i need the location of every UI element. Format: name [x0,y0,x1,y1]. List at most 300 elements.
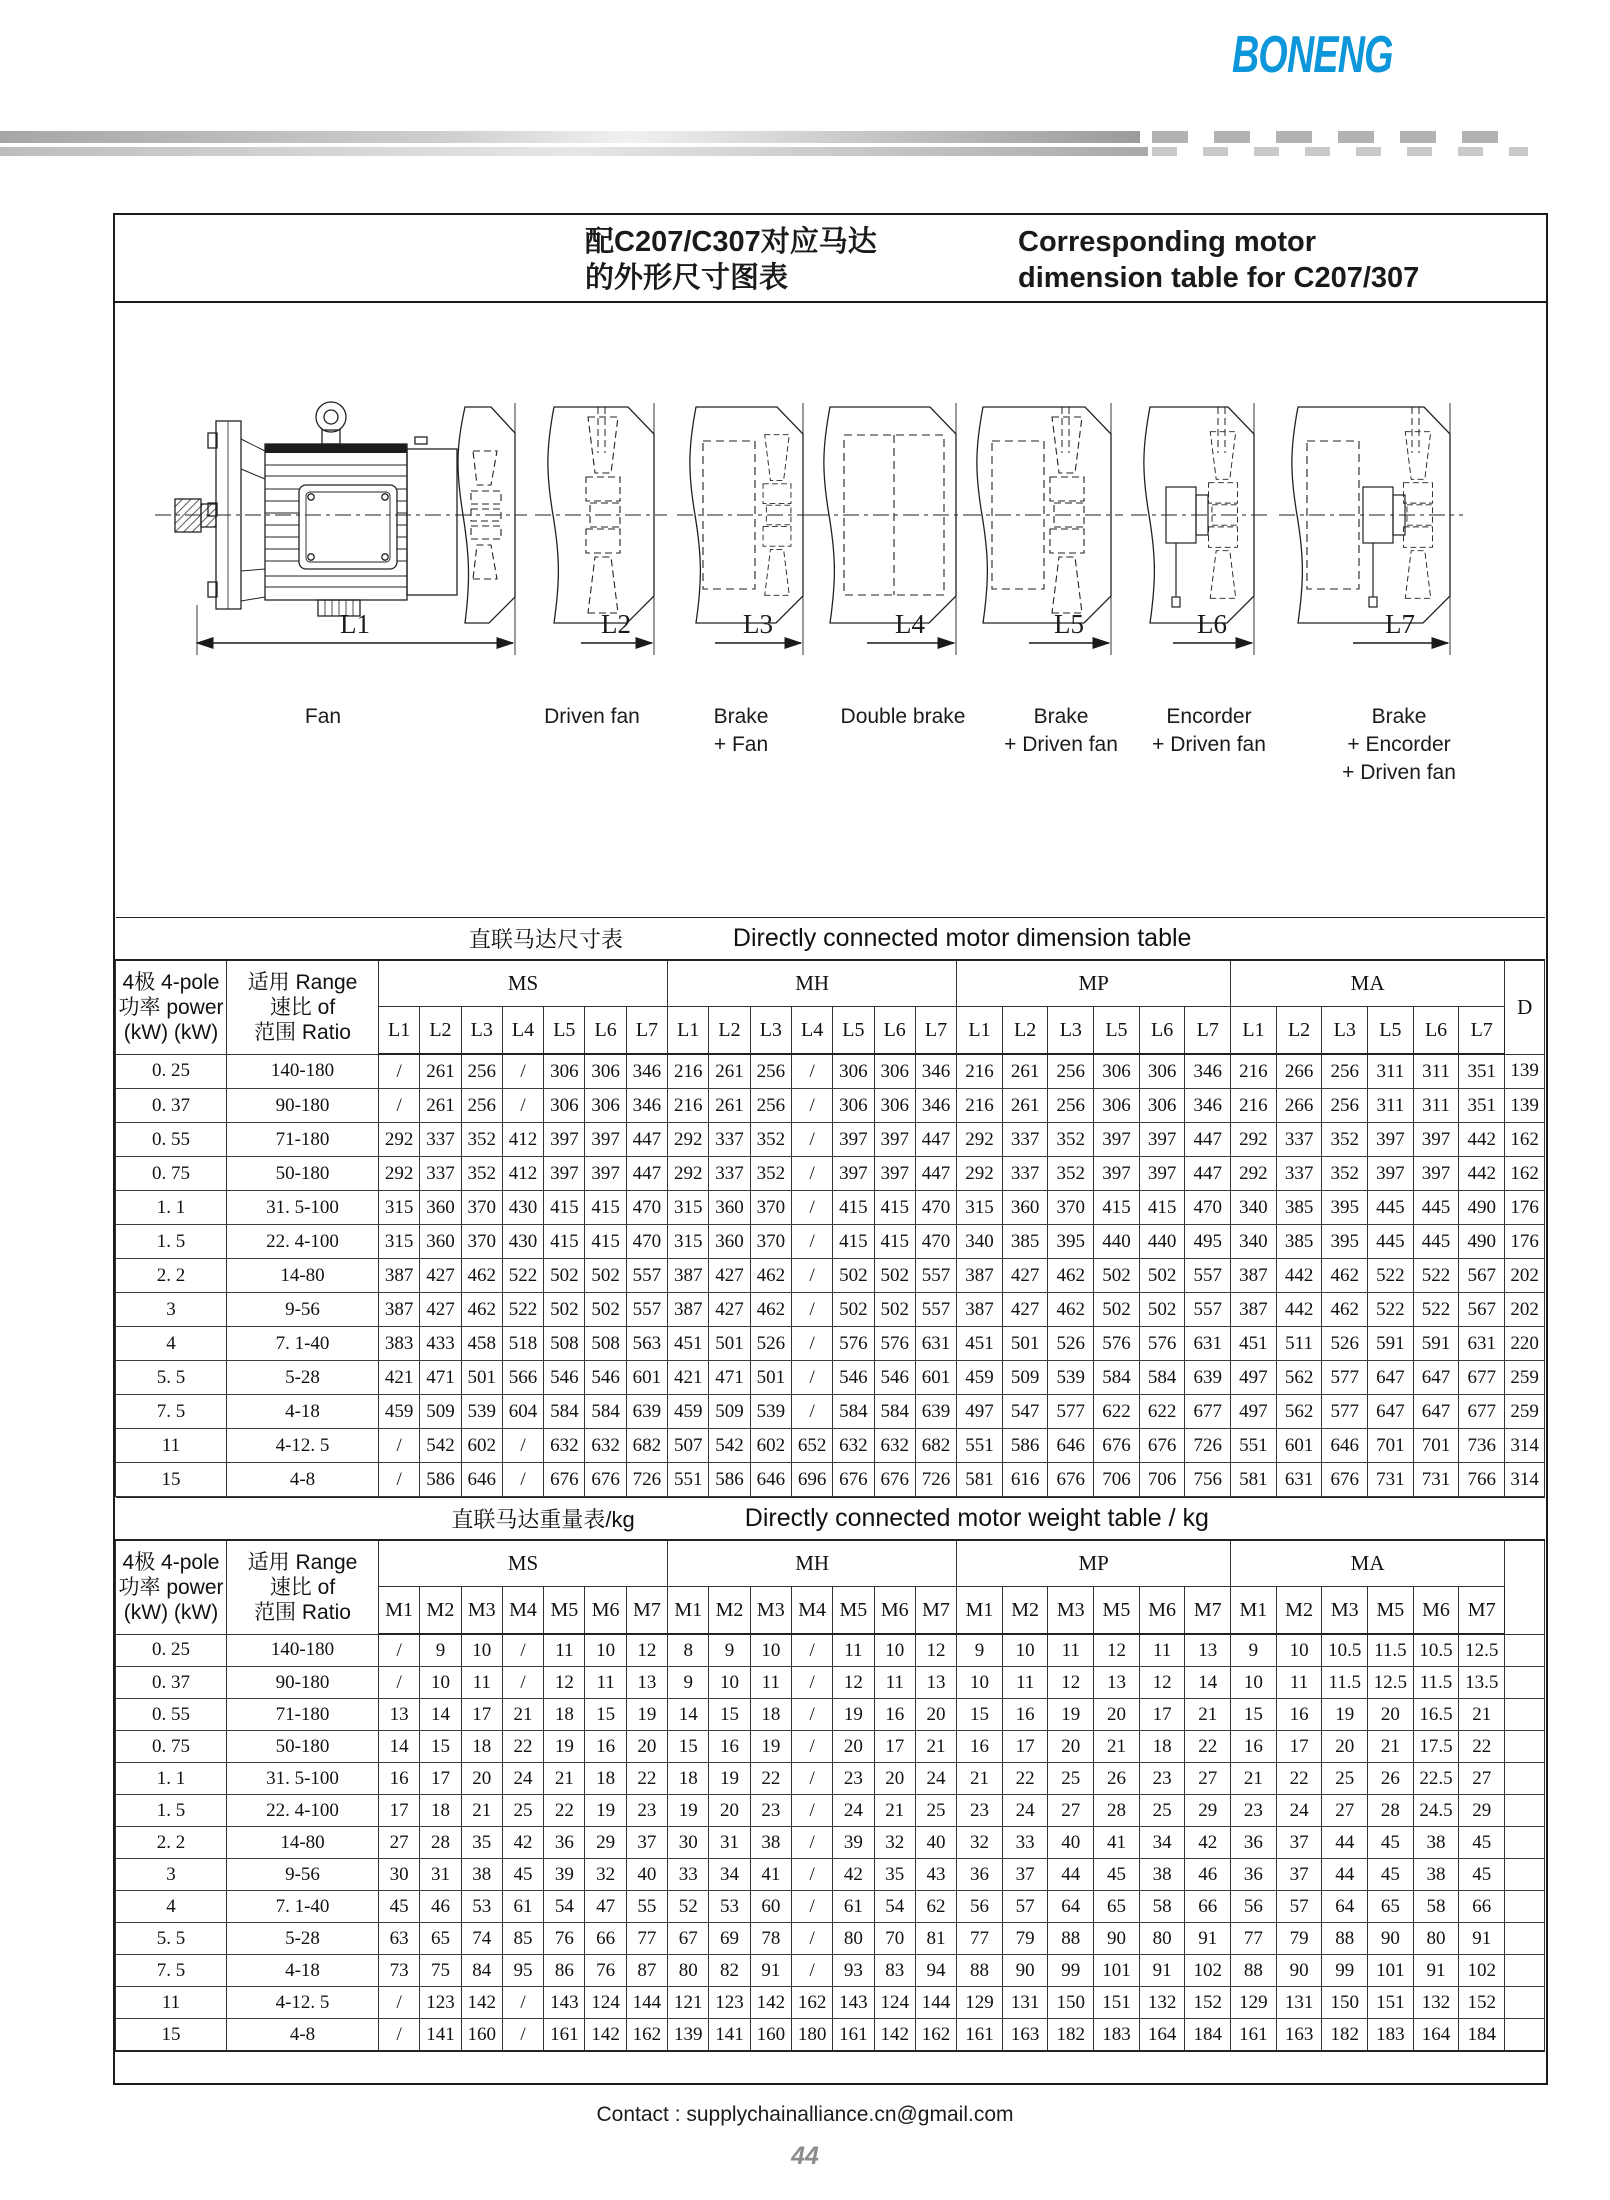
table-cell: 490 [1459,1191,1505,1225]
power-cell: 0. 37 [116,1667,227,1699]
table-cell: 256 [1048,1089,1094,1123]
table-row [116,1123,1545,1157]
table-cell: 502 [585,1259,626,1293]
table-cell: 22 [1276,1763,1322,1795]
table-cell: 45 [1368,1827,1414,1859]
table-cell: 526 [1048,1327,1094,1361]
table-cell: 37 [1276,1859,1322,1891]
table-cell: 601 [915,1361,956,1395]
table-cell: 306 [1094,1054,1140,1089]
table-cell: / [791,1923,832,1955]
column-header: L2 [709,1007,750,1055]
dimension-label: L6 [1197,609,1227,639]
table-cell: 292 [668,1123,709,1157]
table-cell: 93 [833,1955,874,1987]
table-cell: / [379,1429,420,1463]
table-cell: 12 [915,1634,956,1667]
table-cell: 677 [1185,1395,1231,1429]
power-cell: 4 [116,1327,227,1361]
table-row [116,1463,1545,1497]
ratio-cell: 5-28 [227,1923,379,1955]
table-cell: 16 [1276,1699,1322,1731]
header-decoration-dashes [1152,147,1528,156]
table-cell: 18 [420,1795,461,1827]
table-cell: 124 [874,1987,915,2019]
dimension-label: L4 [895,609,925,639]
page-title-zh-line2: 的外形尺寸图表 [585,262,789,294]
table-cell: 352 [1322,1157,1368,1191]
table-cell: 84 [461,1955,502,1987]
table-cell: 20 [833,1731,874,1763]
table-cell: 132 [1139,1987,1185,2019]
table-cell: 442 [1276,1293,1322,1327]
table-cell: 292 [957,1157,1003,1191]
extra-cell: 202 [1505,1293,1545,1327]
table-cell: 315 [379,1225,420,1259]
table-cell: 19 [1322,1699,1368,1731]
table-cell: 123 [709,1987,750,2019]
motor-series-header: MH [668,1540,957,1587]
table-row [116,1054,1545,1089]
ratio-cell: 4-18 [227,1955,379,1987]
table-cell: 15 [957,1699,1003,1731]
table-cell: 518 [502,1327,543,1361]
table-cell: 292 [957,1123,1003,1157]
table-cell: 557 [915,1259,956,1293]
column-header: L1 [1231,1007,1277,1055]
table-cell: 29 [1459,1795,1505,1827]
table-cell: 440 [1094,1225,1140,1259]
table-cell: 90 [1368,1923,1414,1955]
table-cell: 35 [874,1859,915,1891]
table-cell: 495 [1185,1225,1231,1259]
table-cell: 132 [1413,1987,1459,2019]
table-cell: / [791,1123,832,1157]
diagram-caption: Fan [304,705,342,728]
table-cell: 502 [874,1293,915,1327]
table-cell: 18 [461,1731,502,1763]
table-cell: 551 [668,1463,709,1497]
table-cell: 144 [626,1987,667,2019]
power-cell: 11 [116,1987,227,2019]
table-cell: 726 [626,1463,667,1497]
table-cell: 38 [1413,1859,1459,1891]
table-cell: 62 [915,1891,956,1923]
table-cell: 102 [1459,1955,1505,1987]
table-cell: 502 [544,1259,585,1293]
ratio-cell: 14-80 [227,1259,379,1293]
table-cell: 10.5 [1322,1634,1368,1667]
table-cell: 91 [750,1955,791,1987]
table-cell: 551 [1231,1429,1277,1463]
table-cell: 576 [874,1327,915,1361]
column-header: M4 [502,1587,543,1635]
table-cell: 33 [1002,1827,1048,1859]
ratio-cell: 9-56 [227,1859,379,1891]
table-cell: 25 [502,1795,543,1827]
table-cell: 577 [1322,1395,1368,1429]
table-row [116,1763,1545,1795]
table-cell: 13 [1185,1634,1231,1667]
table-cell: 183 [1368,2019,1414,2052]
table-cell: 522 [1413,1259,1459,1293]
extra-cell [1505,1731,1545,1763]
ratio-cell: 50-180 [227,1731,379,1763]
table-cell: 57 [1002,1891,1048,1923]
column-header: M2 [1002,1587,1048,1635]
table-cell: 352 [461,1123,502,1157]
table-cell: 306 [585,1054,626,1089]
table-cell: 160 [461,2019,502,2052]
header-decoration-bar [0,131,1140,143]
table-cell: 184 [1185,2019,1231,2052]
table-cell: 46 [420,1891,461,1923]
table-cell: 442 [1459,1157,1505,1191]
table-cell: 542 [420,1429,461,1463]
table-cell: 601 [1276,1429,1322,1463]
table-cell: / [791,1395,832,1429]
table-cell: 501 [1002,1327,1048,1361]
table-cell: 11 [874,1667,915,1699]
table-cell: 21 [1094,1731,1140,1763]
table-cell: 576 [1139,1327,1185,1361]
table-cell: 17 [1276,1731,1322,1763]
table-cell: 447 [1185,1157,1231,1191]
table-cell: 430 [502,1225,543,1259]
table-cell: 387 [1231,1293,1277,1327]
table-row [116,1955,1545,1987]
table-cell: 39 [833,1827,874,1859]
motor-body [265,444,407,600]
table-row [116,1923,1545,1955]
power-cell: 0. 25 [116,1634,227,1667]
table-cell: 9 [1231,1634,1277,1667]
table-cell: 731 [1413,1463,1459,1497]
table-cell: 557 [626,1293,667,1327]
table-cell: / [791,1157,832,1191]
table-cell: 26 [1094,1763,1140,1795]
table-cell: 584 [544,1395,585,1429]
table-cell: 427 [709,1293,750,1327]
column-header: L5 [1094,1007,1140,1055]
table-cell: 26 [1368,1763,1414,1795]
diagram-caption: Double brake [840,705,966,728]
table-cell: 415 [874,1225,915,1259]
table-cell: 20 [1048,1731,1094,1763]
table-cell: 46 [1185,1859,1231,1891]
table-cell: / [502,1054,543,1089]
ratio-cell: 31. 5-100 [227,1763,379,1795]
table-cell: 447 [626,1123,667,1157]
table-cell: 306 [833,1089,874,1123]
column-header: M5 [1368,1587,1414,1635]
table-cell: 20 [709,1795,750,1827]
table-cell: 360 [709,1191,750,1225]
table-cell: 8 [668,1634,709,1667]
table-cell: 522 [1368,1259,1414,1293]
table-cell: 19 [585,1795,626,1827]
table-cell: 387 [668,1259,709,1293]
table-cell: 12.5 [1459,1634,1505,1667]
table-cell: 586 [1002,1429,1048,1463]
column-header: M6 [585,1587,626,1635]
table-cell: 397 [544,1157,585,1191]
table-cell: 16 [585,1731,626,1763]
table-cell: 11 [585,1667,626,1699]
table-cell: 352 [1048,1157,1094,1191]
column-header: L2 [1002,1007,1048,1055]
table-cell: 370 [750,1225,791,1259]
table-cell: 20 [626,1731,667,1763]
table-cell: 13 [915,1667,956,1699]
table-cell: 28 [1368,1795,1414,1827]
table-cell: 261 [1002,1089,1048,1123]
table-cell: 94 [915,1955,956,1987]
table-cell: 701 [1413,1429,1459,1463]
table-cell: 340 [957,1225,1003,1259]
table-cell: 161 [957,2019,1003,2052]
table-cell: 15 [420,1731,461,1763]
power-cell: 1. 1 [116,1763,227,1795]
table-cell: 30 [379,1859,420,1891]
table-cell: 184 [1459,2019,1505,2052]
extra-cell [1505,1987,1545,2019]
table-cell: 639 [626,1395,667,1429]
table-row [116,1699,1545,1731]
table-cell: 646 [1048,1429,1094,1463]
column-header: M6 [1413,1587,1459,1635]
table-cell: / [791,1859,832,1891]
table-cell: 163 [1002,2019,1048,2052]
table-cell: 164 [1139,2019,1185,2052]
column-header: L4 [502,1007,543,1055]
table-cell: 577 [1322,1361,1368,1395]
table-cell: 10 [1002,1634,1048,1667]
table-cell: 315 [957,1191,1003,1225]
table-cell: 77 [1231,1923,1277,1955]
table-cell: 78 [750,1923,791,1955]
table-row [116,1327,1545,1361]
table-cell: 20 [461,1763,502,1795]
table-cell: 676 [874,1463,915,1497]
table-cell: 471 [709,1361,750,1395]
table-cell: 30 [668,1827,709,1859]
column-header: M6 [1139,1587,1185,1635]
table-cell: 42 [502,1827,543,1859]
extra-cell: 176 [1505,1191,1545,1225]
table-cell: 16 [1002,1699,1048,1731]
column-header: L2 [1276,1007,1322,1055]
table-cell: 56 [957,1891,1003,1923]
table-cell: 539 [461,1395,502,1429]
column-header: L7 [1459,1007,1505,1055]
table-cell: 123 [420,1987,461,2019]
table-cell: 91 [1139,1955,1185,1987]
table-cell: 546 [833,1361,874,1395]
extra-column-header: D [1505,960,1545,1054]
table-cell: 21 [461,1795,502,1827]
table-cell: 139 [668,2019,709,2052]
table-cell: 652 [791,1429,832,1463]
table-cell: 352 [1322,1123,1368,1157]
table-cell: 470 [915,1191,956,1225]
table-cell: 566 [502,1361,543,1395]
dimension-label: L1 [340,609,370,639]
ratio-cell: 90-180 [227,1089,379,1123]
power-cell: 1. 5 [116,1795,227,1827]
table-cell: 346 [1185,1054,1231,1089]
table-cell: 459 [668,1395,709,1429]
table-cell: 142 [585,2019,626,2052]
table-cell: 459 [957,1361,1003,1395]
table-cell: 442 [1276,1259,1322,1293]
table-caption-zh: 直联马达尺寸表 [468,927,623,952]
table-cell: 567 [1459,1293,1505,1327]
table-cell: 17.5 [1413,1731,1459,1763]
column-header: M3 [750,1587,791,1635]
extra-cell [1505,1634,1545,1667]
table-cell: 151 [1094,1987,1140,2019]
table-cell: 17 [1139,1699,1185,1731]
table-cell: 162 [626,2019,667,2052]
column-header: M2 [420,1587,461,1635]
table-cell: 17 [874,1731,915,1763]
extra-cell: 139 [1505,1054,1545,1089]
header-decoration-bar [0,147,1148,156]
table-cell: 9 [709,1634,750,1667]
table-cell: 387 [379,1293,420,1327]
table-cell: 81 [915,1923,956,1955]
table-cell: 311 [1413,1089,1459,1123]
table-cell: 21 [1231,1763,1277,1795]
table-cell: 639 [915,1395,956,1429]
table-cell: 22 [750,1763,791,1795]
table-cell: 360 [709,1225,750,1259]
page-title-en [1018,224,1419,296]
table-cell: 696 [791,1463,832,1497]
table-cell: 41 [1094,1827,1140,1859]
table-cell: 16.5 [1413,1699,1459,1731]
table-cell: / [502,1634,543,1667]
table-cell: 9 [957,1634,1003,1667]
table-cell: 370 [1048,1191,1094,1225]
table-cell: 12 [1139,1667,1185,1699]
table-cell: 34 [709,1859,750,1891]
table-cell: 427 [709,1259,750,1293]
table-cell: 91 [1459,1923,1505,1955]
table-cell: 32 [874,1827,915,1859]
table-cell: 129 [957,1987,1003,2019]
table-cell: 13.5 [1459,1667,1505,1699]
table-cell: 90 [1276,1955,1322,1987]
column-header: M6 [874,1587,915,1635]
table-cell: 557 [626,1259,667,1293]
table-cell: 542 [709,1429,750,1463]
table-cell: 143 [833,1987,874,2019]
table-cell: / [502,1089,543,1123]
power-cell: 15 [116,1463,227,1497]
table-cell: 586 [420,1463,461,1497]
ratio-cell: 14-80 [227,1827,379,1859]
table-cell: 502 [1094,1259,1140,1293]
table-cell: / [379,1054,420,1089]
power-cell: 1. 1 [116,1191,227,1225]
table-cell: 182 [1048,2019,1094,2052]
table-cell: 591 [1368,1327,1414,1361]
table-cell: 20 [1322,1731,1368,1763]
table-cell: 562 [1276,1395,1322,1429]
column-header: M7 [626,1587,667,1635]
table-cell: 216 [668,1054,709,1089]
table-cell: 20 [1094,1699,1140,1731]
table-cell: 415 [585,1225,626,1259]
table-cell: 508 [585,1327,626,1361]
table-cell: 73 [379,1955,420,1987]
extra-cell: 162 [1505,1123,1545,1157]
table-cell: 10 [750,1634,791,1667]
table-cell: 143 [544,1987,585,2019]
table-cell: 639 [1185,1361,1231,1395]
ratio-column-header: 适用 Range 速比 of 范围 Ratio [227,1540,379,1634]
table-cell: 459 [379,1395,420,1429]
table-cell: / [502,1429,543,1463]
page-title [115,215,1546,303]
weight-table [115,1497,1546,2052]
table-cell: 88 [1048,1923,1094,1955]
column-header: L6 [1139,1007,1185,1055]
table-cell: 647 [1368,1361,1414,1395]
table-cell: 160 [750,2019,791,2052]
power-cell: 0. 55 [116,1123,227,1157]
table-cell: 315 [668,1225,709,1259]
table-cell: 502 [1139,1259,1185,1293]
table-cell: 31 [420,1859,461,1891]
dimension-label: L3 [743,609,773,639]
ratio-cell: 22. 4-100 [227,1225,379,1259]
table-cell: 37 [626,1827,667,1859]
table-cell: 397 [1094,1123,1140,1157]
table-cell: 337 [420,1123,461,1157]
table-cell: 216 [1231,1089,1277,1123]
table-cell: 445 [1413,1225,1459,1259]
table-cell: 581 [957,1463,1003,1497]
table-cell: 584 [1094,1361,1140,1395]
table-cell: 397 [1413,1123,1459,1157]
table-cell: 18 [544,1699,585,1731]
table-cell: 462 [750,1259,791,1293]
table-cell: 497 [957,1395,1003,1429]
power-cell: 1. 5 [116,1225,227,1259]
table-cell: 15 [1231,1699,1277,1731]
table-cell: 10 [585,1634,626,1667]
table-cell: 601 [626,1361,667,1395]
ratio-cell: 71-180 [227,1123,379,1157]
table-cell: 462 [750,1293,791,1327]
table-cell: 726 [1185,1429,1231,1463]
table-cell: 462 [1322,1259,1368,1293]
table-cell: 80 [1413,1923,1459,1955]
table-cell: / [379,1634,420,1667]
table-cell: 451 [957,1327,1003,1361]
table-cell: 646 [461,1463,502,1497]
table-cell: 736 [1459,1429,1505,1463]
table-cell: 647 [1413,1395,1459,1429]
table-cell: 676 [833,1463,874,1497]
table-cell: 584 [1139,1361,1185,1395]
table-cell: 35 [461,1827,502,1859]
table-cell: 36 [544,1827,585,1859]
table-cell: 415 [1094,1191,1140,1225]
